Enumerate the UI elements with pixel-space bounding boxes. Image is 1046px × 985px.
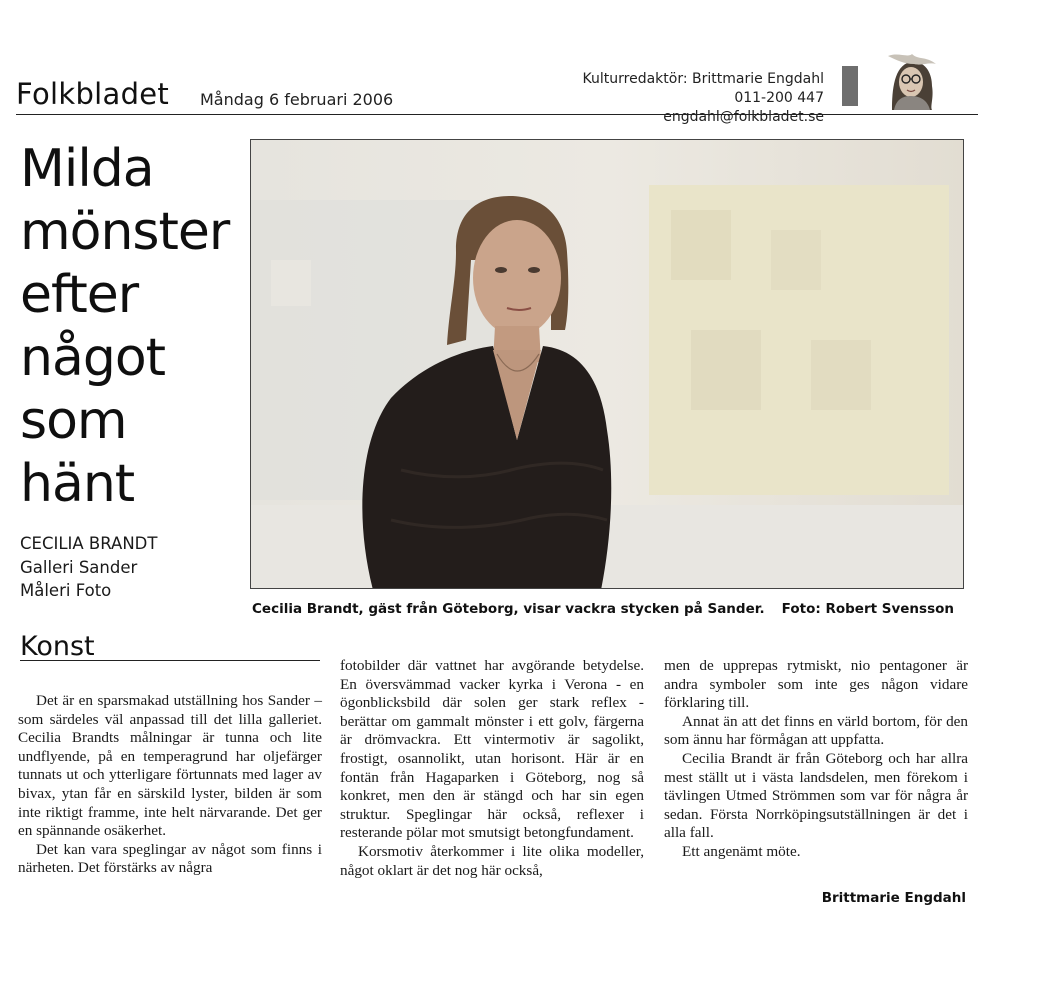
section-label: Konst <box>20 631 95 662</box>
photo-caption-row <box>252 600 958 618</box>
editor-portrait <box>878 52 942 110</box>
paragraph: Det kan vara speglingar av något som finns i närheten. Det förstärks av några <box>18 840 322 877</box>
artist-name: CECILIA BRANDT <box>20 534 158 553</box>
gallery-name: Galleri Sander <box>20 557 138 577</box>
headline-line: som <box>20 391 127 451</box>
article-column-1 <box>18 692 322 878</box>
paragraph: men de upprepas rytmiskt, nio pentagoner är andra symboler som inte ges någon vidare förklaring till. <box>664 657 968 712</box>
masthead-rule <box>16 114 978 115</box>
article-column-3 <box>664 657 968 862</box>
headline-line: Milda <box>20 139 154 199</box>
article-photo <box>250 139 964 589</box>
media-type: Måleri Foto <box>20 581 112 600</box>
paragraph: Cecilia Brandt är från Göteborg och har allra mest ställt ut i västa landsdelen, men förekom i tävlingen Utmed Strömmen som var för några år sedan. Första Norrköpingsutställningen är det i alla fall. <box>664 749 968 842</box>
contact-line: 011-200 447 engdahl@folkbladet.se <box>663 90 824 125</box>
section-rule <box>20 660 320 661</box>
paragraph: Ett angenämt möte. <box>682 842 801 860</box>
photo-caption: Cecilia Brandt, gäst från Göteborg, visar vackra stycken på Sander. <box>252 601 765 617</box>
fact-box <box>20 532 157 603</box>
photo-illustration <box>251 140 964 589</box>
headline <box>20 138 250 516</box>
editor-info <box>570 70 824 127</box>
issue-date: Måndag 6 februari 2006 <box>200 90 394 109</box>
paragraph: Det är en sparsmakad utställning hos Sander – som särdeles väl anpassad till det lilla galleriet. Cecilia Brandts målningar är tunna och lite undflyende, på en temperagrund har oljefärger tunnats ut och ytterligare förtunnats med lager av bivax, ytan får en särskild lyster, bilden är som inte riktigt framme, inte helt närvarande. Det ger en spännande osäkerhet. <box>18 692 322 840</box>
headline-line: mönster <box>20 202 230 262</box>
headline-line: efter <box>20 265 139 325</box>
editor-line: Kulturredaktör: Brittmarie Engdahl <box>582 71 824 87</box>
paragraph: Korsmotiv återkommer i lite olika modeller, något oklart är det nog här också, <box>340 842 644 879</box>
paragraph: fotobilder där vattnet har avgörande betydelse. En översvämmad vacker kyrka i Verona - en ögonblicksbild där solen ger stark reflex - berättar om gammalt mönster i ett golv, färgerna är drömvackra. Ett vintermotiv är sagolikt, frostigt, osannolikt, utan horisont. Här är en fontän från Hagaparken i Göteborg, nog så konkret, men den är stängd och har sin egen struktur. Speglingar här också, reflexer i resterande pölar mot smutsigt betongfundament. <box>340 657 644 842</box>
headline-line: något <box>20 328 166 388</box>
byline: Brittmarie Engdahl <box>821 890 966 906</box>
paragraph: Annat än att det finns en värld bortom, för den som ännu har förmågan att uppfatta. <box>664 712 968 749</box>
masthead-bar <box>842 66 858 106</box>
article-column-2 <box>340 657 644 880</box>
newspaper-name: Folkbladet <box>16 77 170 111</box>
photo-credit: Foto: Robert Svensson <box>781 601 954 617</box>
headline-line: hänt <box>20 454 135 514</box>
